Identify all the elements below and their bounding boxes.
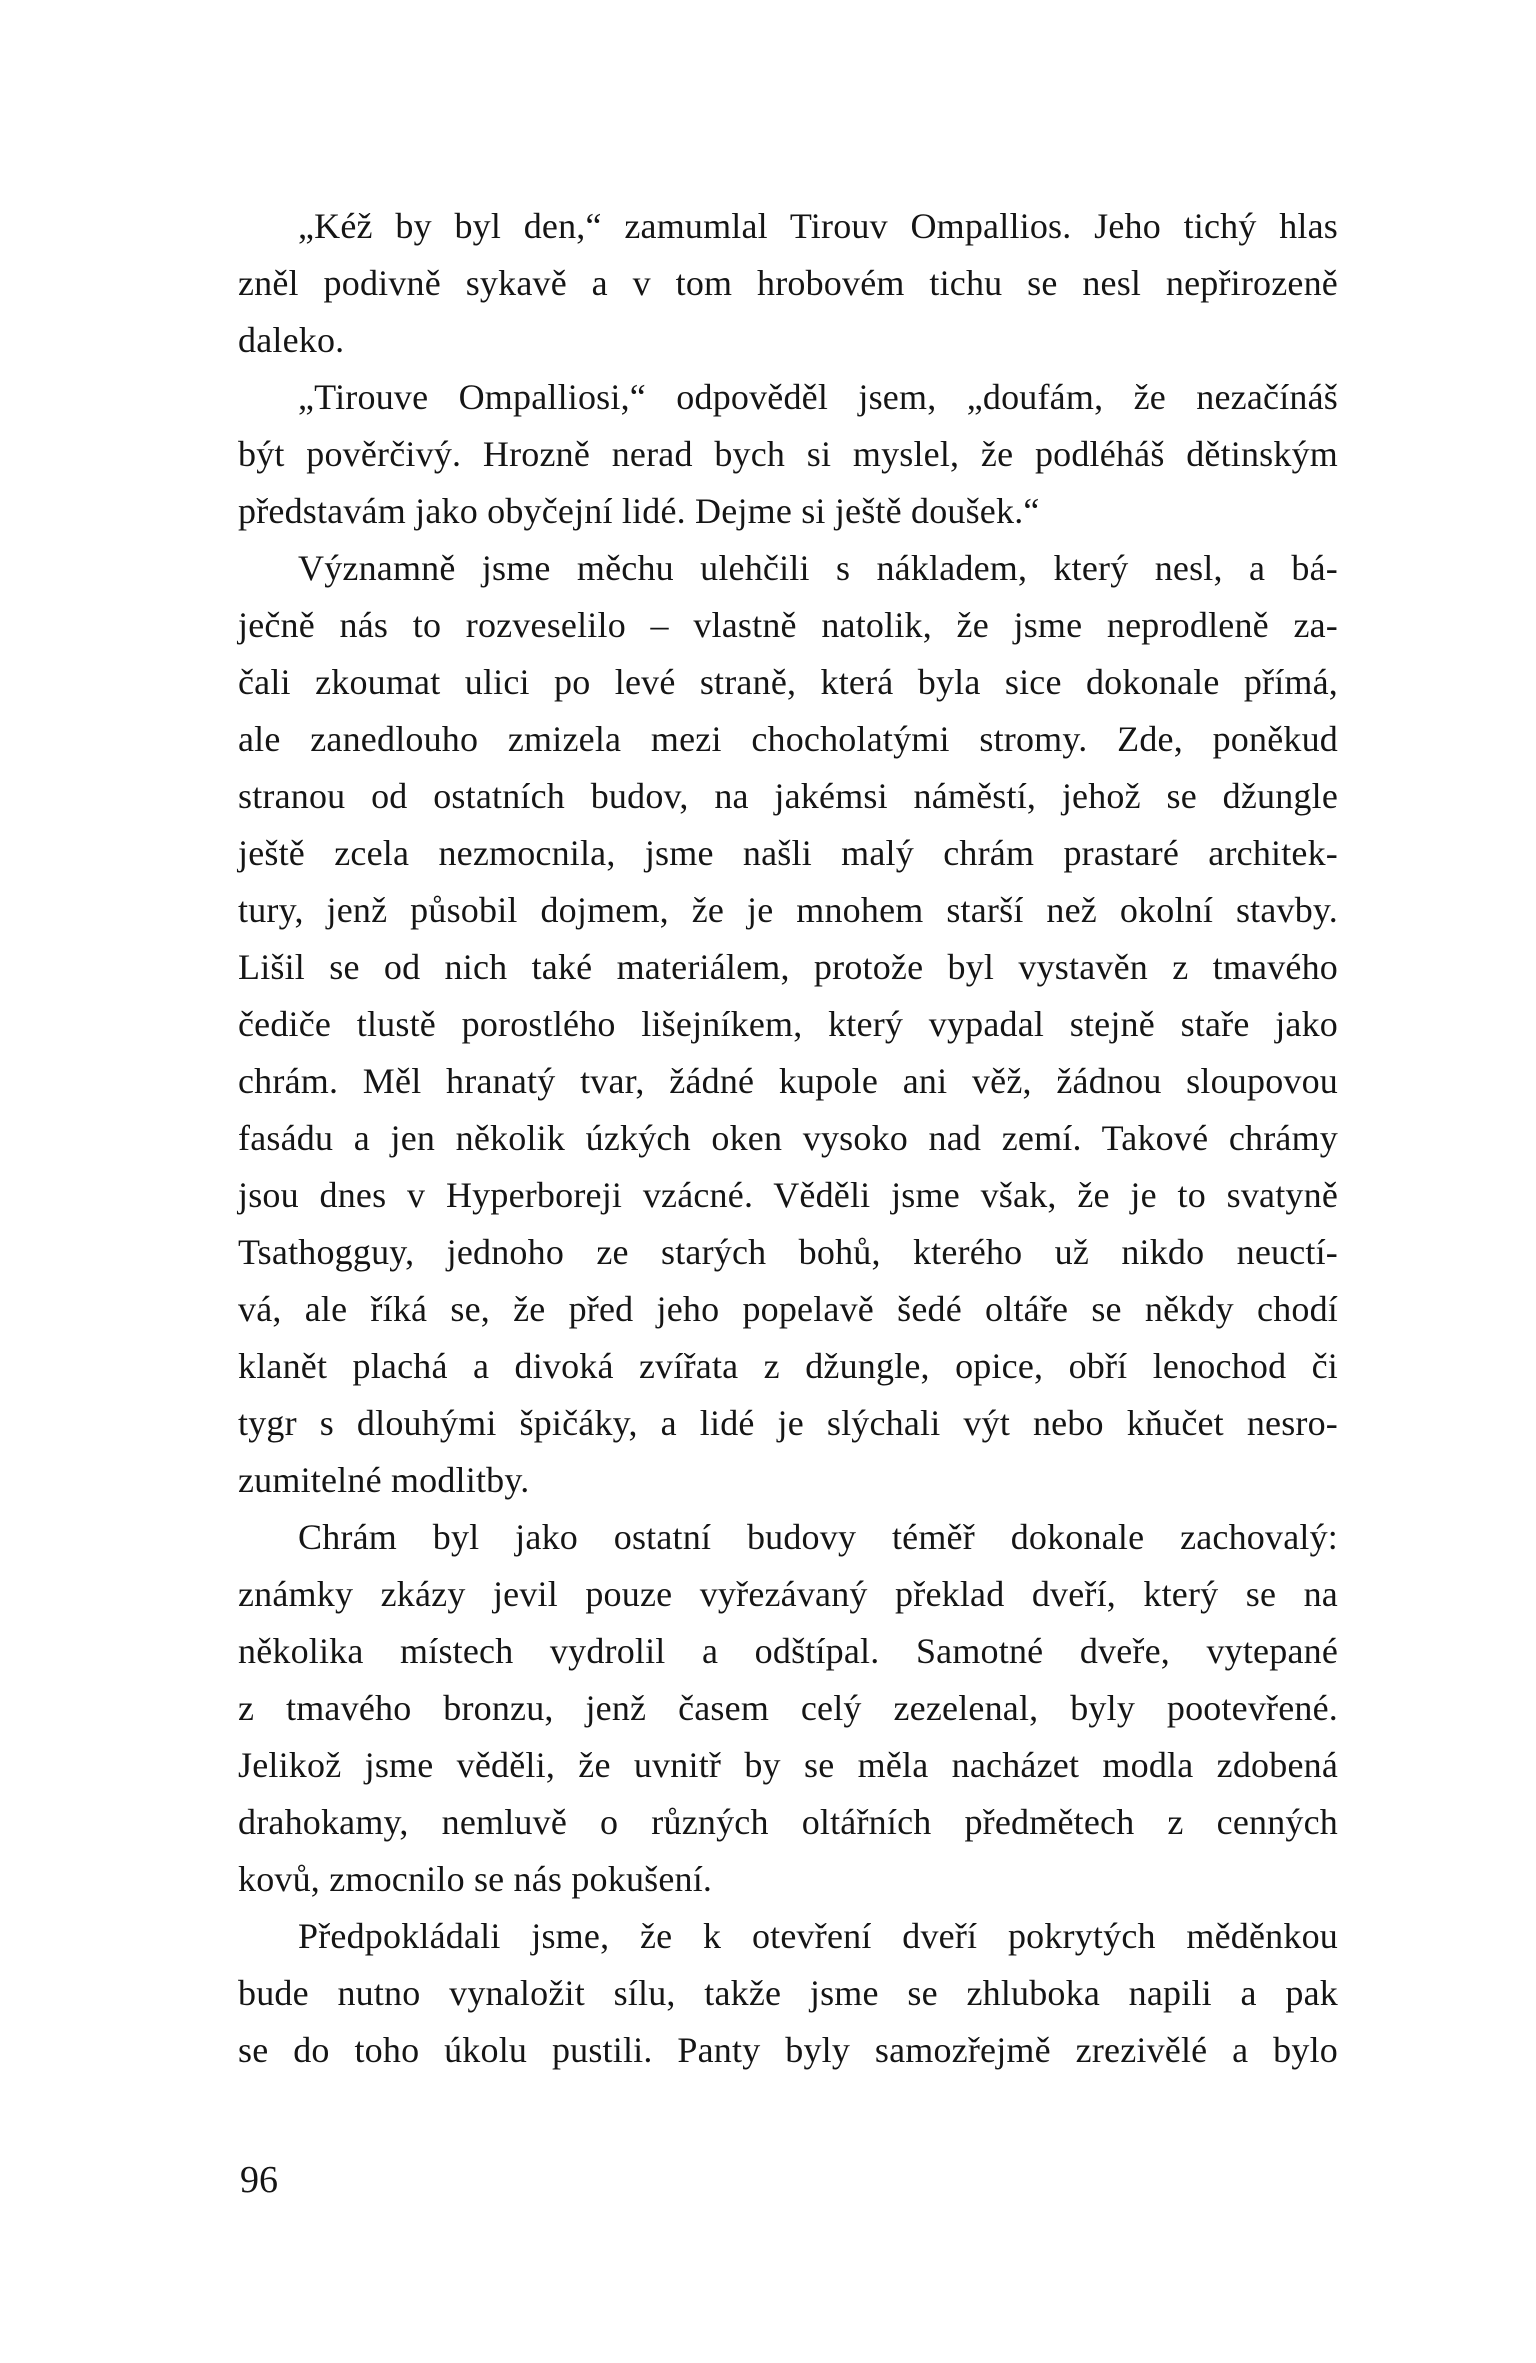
text-line: se do toho úkolu pustili. Panty byly samozřejmě zrezivělé a bylo [238,2030,1338,2070]
text-line: chrám. Měl hranatý tvar, žádné kupole ani věž, žádnou sloupovou [238,1061,1338,1101]
paragraph [238,540,1338,1509]
paragraph [238,369,1338,540]
text-line: ječně nás to rozveselilo – vlastně natolik, že jsme neprodleně za- [238,605,1338,645]
text-line: z tmavého bronzu, jenž časem celý zezelenal, byly pootevřené. [238,1688,1338,1728]
text-line: Významně jsme měchu ulehčili s nákladem, který nesl, a bá- [298,548,1338,588]
text-line: Předpokládali jsme, že k otevření dveří pokrytých měděnkou [298,1916,1338,1956]
text-line: „Kéž by byl den,“ zamumlal Tirouv Ompallios. Jeho tichý hlas [298,206,1338,246]
text-line: fasádu a jen několik úzkých oken vysoko nad zemí. Takové chrámy [238,1118,1338,1158]
text-line: být pověrčivý. Hrozně nerad bych si myslel, že podléháš dětinským [238,434,1338,474]
text-line: čali zkoumat ulici po levé straně, která byla sice dokonale přímá, [238,662,1338,702]
paragraph [238,1509,1338,1908]
text-line: stranou od ostatních budov, na jakémsi náměstí, jehož se džungle [238,776,1338,816]
text-line: zněl podivně sykavě a v tom hrobovém tichu se nesl nepřirozeně [238,263,1338,303]
text-line: jsou dnes v Hyperboreji vzácné. Věděli jsme však, že je to svatyně [238,1175,1338,1215]
text-line: představám jako obyčejní lidé. Dejme si ještě doušek.“ [238,491,1040,531]
text-line: tury, jenž působil dojmem, že je mnohem starší než okolní stavby. [238,890,1338,930]
text-line: vá, ale říká se, že před jeho popelavě šedé oltáře se někdy chodí [238,1289,1338,1329]
text-line: Chrám byl jako ostatní budovy téměř dokonale zachovalý: [298,1517,1338,1557]
text-line: ještě zcela nezmocnila, jsme našli malý chrám prastaré architek- [238,833,1338,873]
text-line: kovů, zmocnilo se nás pokušení. [238,1859,713,1899]
text-line: drahokamy, nemluvě o různých oltářních předmětech z cenných [238,1802,1338,1842]
paragraph [238,1908,1338,2079]
text-line: zumitelné modlitby. [238,1460,530,1500]
page-number: 96 [240,2159,278,2201]
text-line: známky zkázy jevil pouze vyřezávaný překlad dveří, který se na [238,1574,1338,1614]
text-line: „Tirouve Ompalliosi,“ odpověděl jsem, „doufám, že nezačínáš [298,377,1338,417]
text-line: tygr s dlouhými špičáky, a lidé je slýchali výt nebo kňučet nesro- [238,1403,1338,1443]
text-line: Jelikož jsme věděli, že uvnitř by se měla nacházet modla zdobená [238,1745,1338,1785]
text-line: ale zanedlouho zmizela mezi chocholatými stromy. Zde, poněkud [238,719,1338,759]
text-line: klanět plachá a divoká zvířata z džungle, opice, obří lenochod či [238,1346,1338,1386]
text-line: daleko. [238,320,345,360]
text-block [238,198,1338,2079]
text-line: bude nutno vynaložit sílu, takže jsme se zhluboka napili a pak [238,1973,1338,2013]
paragraph [238,198,1338,369]
text-line: Tsathogguy, jednoho ze starých bohů, kterého už nikdo neuctí- [238,1232,1338,1272]
text-line: čediče tlustě porostlého lišejníkem, který vypadal stejně staře jako [238,1004,1338,1044]
text-line: několika místech vydrolil a odštípal. Samotné dveře, vytepané [238,1631,1338,1671]
text-line: Lišil se od nich také materiálem, protože byl vystavěn z tmavého [238,947,1338,987]
